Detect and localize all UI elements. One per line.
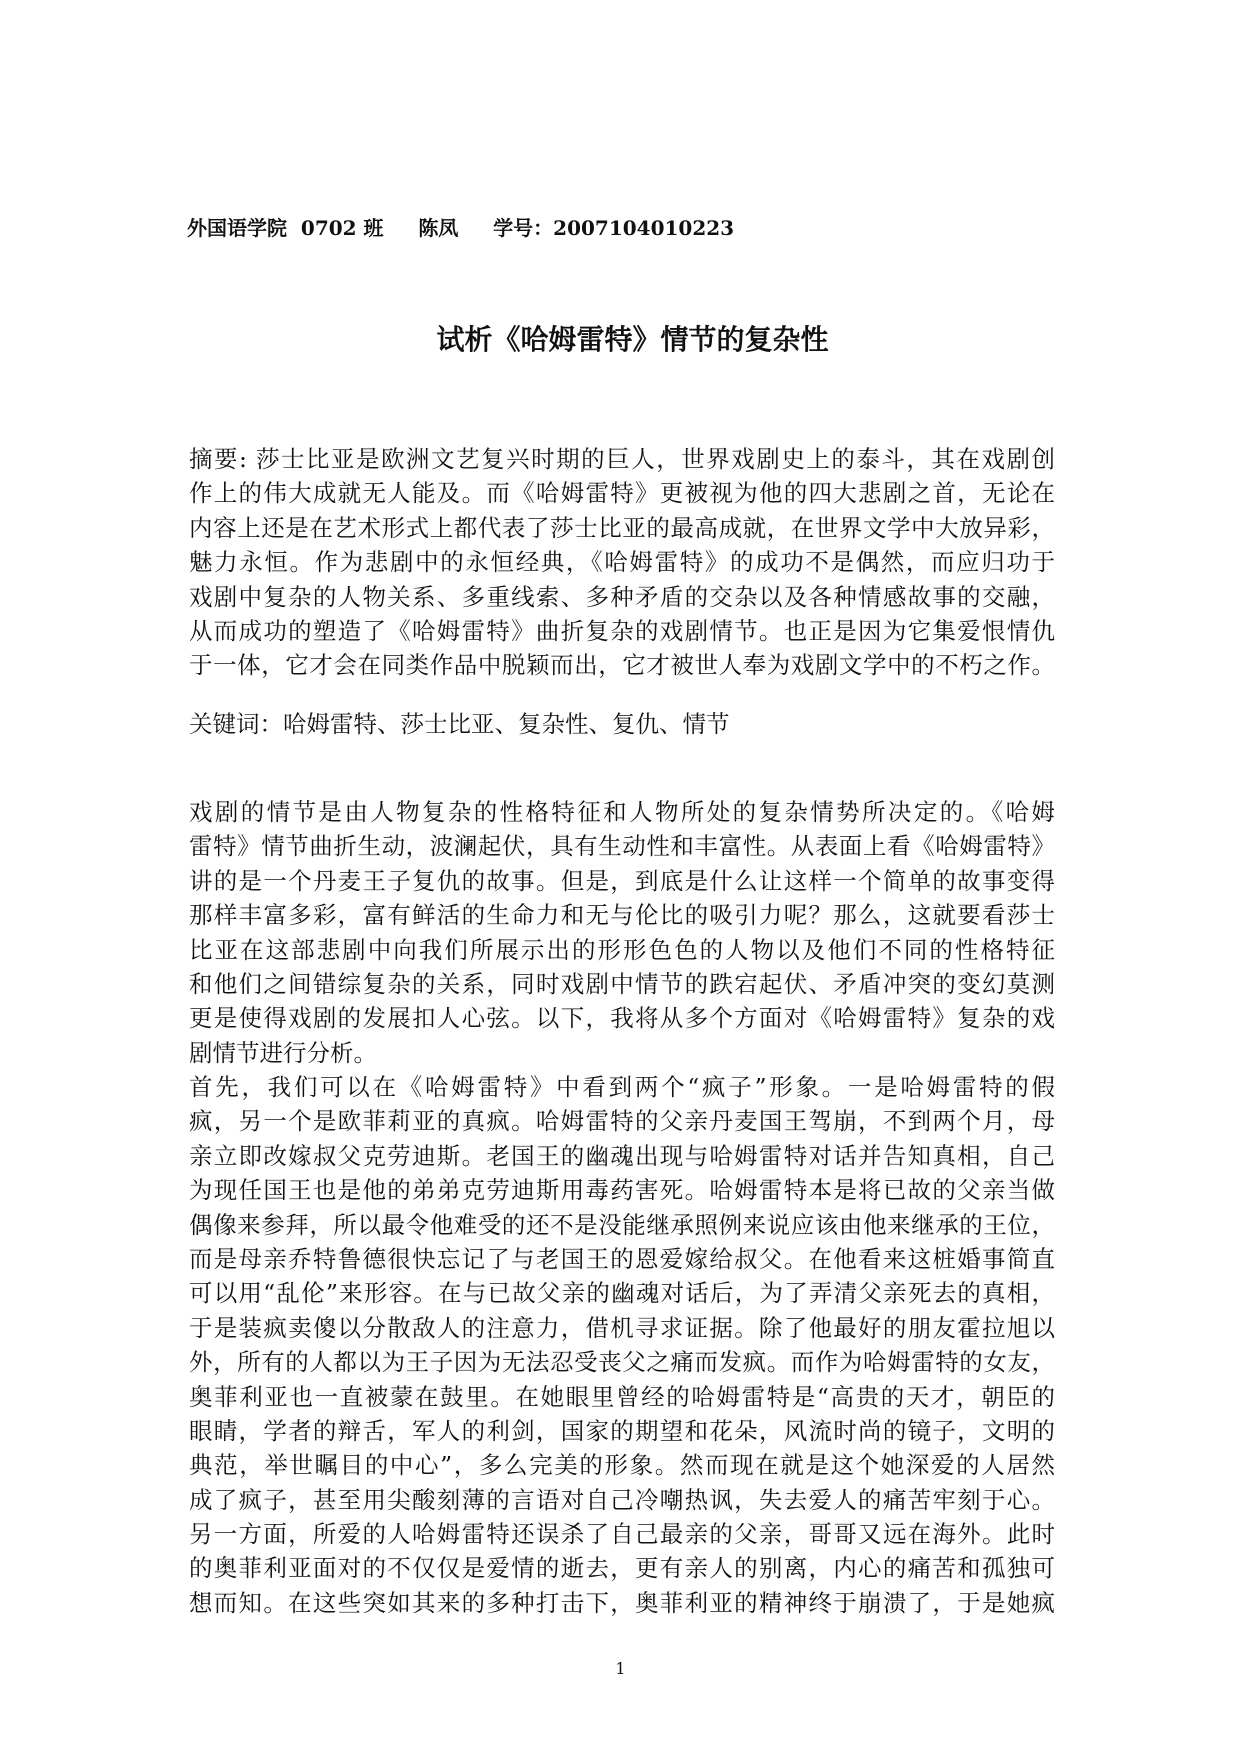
abstract-line: 内容上还是在艺术形式上都代表了莎士比亚的最高成就，在世界文学中大放异彩， [189,513,1055,542]
abstract-line: 魅力永恒。作为悲剧中的永恒经典，《哈姆雷特》的成功不是偶然，而应归功于 [189,548,1055,577]
body-line: 外，所有的人都以为王子因为无法忍受丧父之痛而发疯。而作为哈姆雷特的女友， [189,1348,1055,1377]
body-line: 成了疯子，甚至用尖酸刻薄的言语对自己冷嘲热讽，失去爱人的痛苦牢刻于心。 [189,1485,1055,1514]
body-line: 奥菲利亚也一直被蒙在鼓里。在她眼里曾经的哈姆雷特是“高贵的天才，朝臣的 [189,1382,1055,1411]
body-line: 更是使得戏剧的发展扣人心弦。以下，我将从多个方面对《哈姆雷特》复杂的戏 [189,1004,1055,1033]
body-line: 另一方面，所爱的人哈姆雷特还误杀了自己最亲的父亲，哥哥又远在海外。此时 [189,1520,1055,1549]
body-line: 可以用“乱伦”来形容。在与已故父亲的幽魂对话后，为了弄清父亲死去的真相， [189,1279,1055,1308]
body-line: 比亚在这部悲剧中向我们所展示出的形形色色的人物以及他们不同的性格特征 [189,935,1055,964]
body-line: 和他们之间错综复杂的关系，同时戏剧中情节的跌宕起伏、矛盾冲突的变幻莫测 [189,969,1055,998]
abstract-block [189,442,1055,683]
body-line: 那样丰富多彩，富有鲜活的生命力和无与伦比的吸引力呢？那么，这就要看莎士 [189,901,1055,930]
abstract-line: 于一体，它才会在同类作品中脱颖而出，它才被世人奉为戏剧文学中的不朽之作。 [189,651,1055,680]
body-line: 剧情节进行分析。 [189,1038,377,1067]
abstract-line: 作上的伟大成就无人能及。而《哈姆雷特》更被视为他的四大悲剧之首，无论在 [189,479,1055,508]
author-info-line: 外国语学院 0702 班 陈凤 学号：2007104010223 [187,216,735,240]
body-paragraph-1 [189,795,1055,1070]
body-line: 于是装疯卖傻以分散敌人的注意力，借机寻求证据。除了他最好的朋友霍拉旭以 [189,1313,1055,1342]
paper-title: 试析《哈姆雷特》情节的复杂性 [436,323,829,356]
body-line: 想而知。在这些突如其来的多种打击下，奥菲利亚的精神终于崩溃了，于是她疯 [189,1588,1055,1617]
body-line: 戏剧的情节是由人物复杂的性格特征和人物所处的复杂情势所决定的。《哈姆 [189,798,1055,826]
body-line: 的奥菲利亚面对的不仅仅是爱情的逝去，更有亲人的别离，内心的痛苦和孤独可 [189,1554,1055,1583]
body-line: 雷特》情节曲折生动，波澜起伏，具有生动性和丰富性。从表面上看《哈姆雷特》 [189,832,1055,861]
body-line: 首先，我们可以在《哈姆雷特》中看到两个“疯子”形象。一是哈姆雷特的假 [189,1073,1055,1101]
abstract-line: 从而成功的塑造了《哈姆雷特》曲折复杂的戏剧情节。也正是因为它集爱恨情仇 [189,616,1055,645]
abstract-line: 戏剧中复杂的人物关系、多重线索、多种矛盾的交杂以及各种情感故事的交融， [189,582,1055,611]
keywords-line: 关键词：哈姆雷特、莎士比亚、复杂性、复仇、情节 [189,710,730,738]
body-line: 典范，举世瞩目的中心”，多么完美的形象。然而现在就是这个她深爱的人居然 [189,1451,1055,1480]
body-line: 为现任国王也是他的弟弟克劳迪斯用毒药害死。哈姆雷特本是将已故的父亲当做 [189,1176,1055,1205]
body-line: 而是母亲乔特鲁德很快忘记了与老国王的恩爱嫁给叔父。在他看来这桩婚事简直 [189,1244,1055,1273]
page-number: 1 [615,1659,626,1678]
body-line: 偶像来参拜，所以最令他难受的还不是没能继承照例来说应该由他来继承的王位， [189,1210,1055,1239]
abstract-line: 摘要: 莎士比亚是欧洲文艺复兴时期的巨人，世界戏剧史上的泰斗，其在戏剧创 [189,445,1055,473]
body-paragraph-2 [189,1070,1055,1620]
body-line: 亲立即改嫁叔父克劳迪斯。老国王的幽魂出现与哈姆雷特对话并告知真相，自己 [189,1141,1055,1170]
body-line: 疯，另一个是欧菲莉亚的真疯。哈姆雷特的父亲丹麦国王驾崩，不到两个月，母 [189,1107,1055,1136]
body-line: 眼睛，学者的辩舌，军人的利剑，国家的期望和花朵，风流时尚的镜子，文明的 [189,1416,1055,1445]
body-line: 讲的是一个丹麦王子复仇的故事。但是，到底是什么让这样一个简单的故事变得 [189,866,1055,895]
